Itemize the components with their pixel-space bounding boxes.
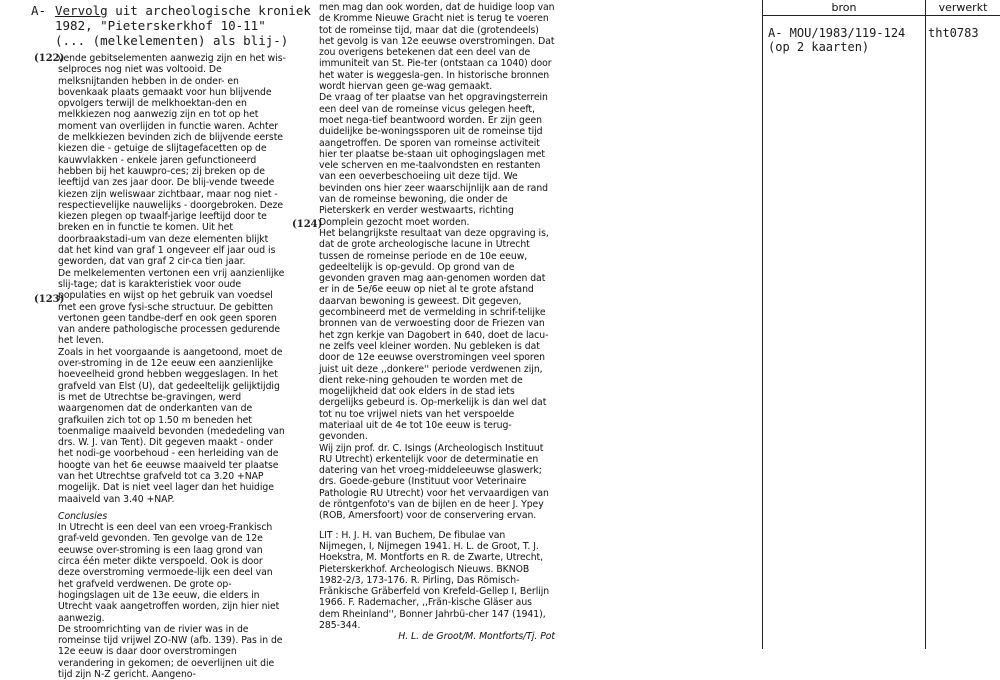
paragraph: vende gebitselementen aanwezig zijn en het wis-selproces nog niet was voltooid. De melksnijtanden hebben in de onder- en bovenkaak plaats gemaakt voor hun blijvende opvolgers terwijl de melkhoektan-den en melkkiezen nog aanwezig zijn en tot op het moment van overlijden in functie waren. Achter de melkkiezen bevinden zich de blijvende eerste kiezen die - getuige de slijtagefacetten op de kauwvlakken - enkele jaren gefunctioneerd hebben bij het kauwpro-ces; zij breken op de leeftijd van zes jaar door. De blij-vende tweede kiezen zijn weliswaar zichtbaar, maar nog niet - respectievelijke nauwelijks - doorgebroken. Deze kiezen plegen op twaalf-jarige leeftijd door te breken en in functie te komen. Uit het doorbraakstadi-um van deze elementen blijkt dat het kind van graf 1 ongeveer elf jaar oud is geworden, dat van graf 2 cir-ca tien jaar. (58, 53, 286, 268)
spacer (319, 522, 555, 530)
margin-note-122: (122) (34, 53, 65, 64)
header-line-1-rest: uit archeologische kroniek (107, 3, 311, 18)
bron-reference: A- MOU/1983/119-124 (768, 26, 906, 40)
table-column-divider (925, 0, 926, 649)
header-underlined-word: Vervolg (55, 3, 108, 18)
table-header-rule (762, 15, 1000, 16)
column-header-verwerkt: verwerkt (938, 1, 988, 14)
column-header-bron: bron (831, 1, 857, 14)
paragraph: De stroomrichting van de rivier was in de romeinse tijd vrijwel ZO-NW (afb. 139). Pas in de 12e eeuw is daar door overstromingen verandering in gekomen; de oeverlijnen uit die tijd zijn N-Z gericht. Aangeno- (58, 623, 283, 680)
bron-card-count: (op 2 kaarten) (768, 40, 870, 54)
paragraph: De vraag of ter plaatse van het opgravingsterrein een deel van de romeinse vicus gelegen heeft, moet nega-tief beantwoord worden. Er zijn geen duidelijke be-woningssporen uit de romeinse tijd aangetroffen. De sporen van romeinse activiteit hier ter plaatse be-staan uit ophogingslagen met vele scherven en me-taalvondsten en restanten van een oeverbeschoeiing uit deze tijd. We bevinden ons hier zeer waarschijnlijk aan de rand van de romeinse bewoning, die onder de Pieterskerk en verder westwaarts, richting Domplein gezocht moet worden. (319, 92, 549, 228)
text-column-right (319, 2, 555, 643)
paragraph: men mag dan ook worden, dat de huidige loop van de Kromme Nieuwe Gracht niet is terug te voeren tot de romeinse tijd, maar dat die (grotendeels) het gevolg is van 12e eeuwse overstromingen. Dat zou overigens betekenen dat een deel van de immuniteit van St. Pie-ter (ontstaan ca 1040) door het water is weggesla-gen. In historische bronnen wordt hiervan geen ge-wag gemaakt. (319, 2, 555, 93)
header-line-3: (... (melkelementen) als blij-) (55, 33, 289, 48)
header-line-1 (55, 3, 315, 18)
author-credit: H. L. de Groot/M. Montforts/Tj. Pot (398, 631, 555, 643)
text-column-left (58, 53, 286, 680)
paragraph: Het belangrijkste resultaat van deze opgraving is, dat de grote archeologische lacune in Utrecht tussen de romeinse periode en de 10e eeuw, gedeeltelijk is op-gevuld. Op grond van de gevonden graven mag aan-genomen worden dat er in de 5e/6e eeuw op niet al te grote afstand daarvan bewoning is geweest. Dit gegeven, gecombineerd met de vermelding in schrif-telijke bronnen van de verwoesting door de Friezen van het zgn kerkje van Dagobert in 640, doet de lacu-ne zelfs veel kleiner worden. Nu gebleken is dat door de 12e eeuwse overstromingen veel sporen juist uit deze ,,donkere'' periode verdwenen zijn, dient reke-ning gehouden te worden met de mogelijkheid dat ook elders in de stad iets dergelijks gebeurd is. Op-merkelijk is dan wel dat tot nu toe vrijwel niets van het verspoelde materiaal uit de 4e tot 10e eeuw is terug-gevonden. (319, 227, 549, 443)
header-prefix: A- (31, 3, 47, 18)
verwerkt-cell: tht0783 (928, 26, 979, 40)
literature-references: LIT : H. J. H. van Buchem, De fibulae van Nijmegen, I, Nijmegen 1941. H. L. de Groot, T. J. Hoekstra, M. Montforts en R. de Zwarte, Utrecht, Pieterskerkhof. Archeologisch Nieuws. BKNOB 1982-2/3, 173-176. R. Pirling, Das Römisch-Fränkische Gräberfeld von Krefeld-Gellep I, Berlijn 1966. F. Rademacher, ,,Frän-kische Gläser aus dem Rheinland'', Bonner Jahrbü-cher 147 (1941), 285-344. (319, 529, 550, 632)
typed-header (31, 3, 315, 48)
paragraph: De melkelementen vertonen een vrij aanzienlijke slij-tage; dat is karakteristiek voor oude populaties en wijst op het gebruik van voedsel met een grove fysi-sche structuur. De gebitten vertonen geen tandbe-derf en ook geen sporen van andere pathologische processen gedurende het leven. (58, 267, 285, 347)
paragraph: Zoals in het voorgaande is aangetoond, moet de over-stroming in de 12e eeuw een aanzienlijke hoeveelheid grond hebben weggeslagen. In het grafveld van Elst (U), dat gedeeltelijk gelijktijdig is met de Utrechtse be-gravingen, werd waargenomen dat de onderkanten van de grafkuilen zich tot op 1.50 m beneden het toenmalige maaiveld bevonden (mededeling van drs. W. J. van Tent). Dit gegeven maakt - onder het nodi-ge voorbehoud - een herleiding van de hoogte van het 6e eeuwse maaiveld ter plaatse van het Utrechtse grafveld tot ca 3.20 +NAP mogelijk. Dat is niet veel lager dan het huidige maaiveld van 3.40 +NAP. (58, 346, 285, 505)
section-heading: Conclusies (58, 510, 108, 522)
paragraph: Wij zijn prof. dr. C. Isings (Archeologisch Instituut RU Utrecht) erkentelijk voor de determinatie en datering van het vroeg-middeleeuwse glaswerk; drs. Goede-gebure (Instituut voor Veterinaire Pathologie RU Utrecht) voor het vervaardigen van de röntgenfoto's van de bijlen en de heer J. Ypey (ROB, Amersfoort) voor de conservering ervan. (319, 442, 549, 522)
table-left-border (762, 0, 763, 649)
header-line-2: 1982, "Pieterskerkhof 10-11" (55, 18, 266, 33)
margin-note-123: (123) (34, 294, 65, 305)
bron-cell (768, 26, 924, 54)
margin-note-124: (124) (292, 219, 323, 230)
paragraph: In Utrecht is een deel van een vroeg-Frankisch graf-veld gevonden. Ten gevolge van de 12e eeuwse over-stroming is een laag grond van circa één meter dikte verspoeld. Ook is door deze overstroming vermoede-lijk een deel van het grafveld verdwenen. De grote op-hogingslagen uit de 13e eeuw, die elders in Utrecht vaak aangetroffen worden, zijn hier niet aanwezig. (58, 522, 280, 624)
